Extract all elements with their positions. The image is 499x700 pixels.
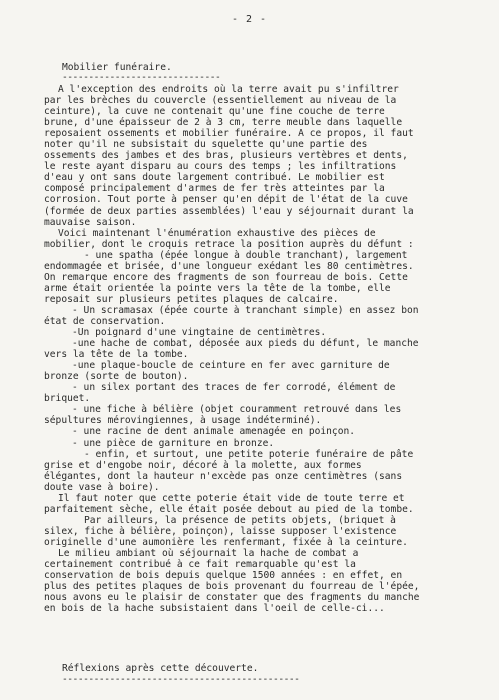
- text-line: élégantes, dont la hauteur n'excède pas onze centimètres (sans: [44, 470, 403, 482]
- text-line: sépultures mérovingiennes, à usage indéterminé).: [44, 415, 322, 427]
- text-line: -Un poignard d'une vingtaine de centimètres.: [72, 327, 327, 339]
- text-line: nous avons eu le plaisir de constater que des fragments du manche: [44, 592, 420, 604]
- text-line: parfaitement sèche, elle était posée debout au pied de la tombe.: [44, 503, 414, 515]
- text-line: par les brèches du couvercle (essentiellement au niveau de la: [44, 95, 397, 107]
- text-line: -une plaque-boucle de ceinture en fer avec garniture de: [72, 360, 390, 372]
- text-line: mobilier, dont le croquis retrace la position auprès du défunt :: [44, 238, 414, 250]
- text-line: noter qu'il ne subsistait du squelette qu'une partie des: [44, 139, 368, 151]
- text-line: état de conservation.: [44, 315, 166, 327]
- text-line: reposait sur plusieurs petites plaques de calcaire.: [44, 293, 339, 305]
- page-number: - 2 -: [231, 14, 268, 25]
- next-section-title: Réflexions après cette découverte.: [62, 663, 259, 674]
- text-line: d'eau y ont sans doute largement contribué. Le mobilier est: [44, 172, 385, 184]
- text-line: ceinture), la cuve ne contenait qu'une fine couche de terre: [44, 106, 385, 118]
- text-line: plus des petites plaques de bois provenant du fourreau de l'épée,: [44, 581, 420, 593]
- section-title: Mobilier funéraire.: [62, 62, 172, 73]
- text-line: - enfin, et surtout, une petite poterie funéraire de pâte: [84, 448, 414, 460]
- text-line: bronze (sorte de bouton).: [44, 371, 189, 383]
- text-line: endommagée et brisée, d'une longueur exédant les 80 centimètres.: [44, 260, 414, 272]
- text-line: mauvaise saison.: [44, 216, 137, 228]
- text-line: Par ailleurs, la présence de petits objets, (briquet à: [84, 514, 396, 526]
- text-line: originelle d'une aumonière les renfermant, fixée à la ceinture.: [44, 536, 408, 548]
- text-line: reposaient ossements et mobilier funéraire. A ce propos, il faut: [44, 128, 414, 140]
- text-line: Voici maintenant l'énumération exhaustive des pièces de: [58, 227, 376, 239]
- text-line: Il faut noter que cette poterie était vide de toute terre et: [58, 492, 405, 504]
- next-section-title-underline: ---------------------------------------------: [62, 674, 300, 685]
- text-line: (formée de deux parties assemblées) l'eau y séjournait durant la: [44, 205, 414, 217]
- text-line: en bois de la hache subsistaient dans l'oeil de celle-ci...: [44, 603, 385, 615]
- section-title-underline: ------------------------------: [62, 72, 221, 83]
- text-line: composé principalement d'armes de fer très atteintes par la: [44, 183, 385, 195]
- text-line: vers la tête de la tombe.: [44, 349, 189, 361]
- body-text: [44, 84, 464, 614]
- text-line: - une spatha (épée longue à double tranchant), largement: [84, 249, 408, 261]
- text-line: - une racine de dent animale amenagée en poinçon.: [72, 426, 356, 438]
- text-line: - un silex portant des traces de fer corrodé, élément de: [72, 382, 396, 394]
- text-line: briquet.: [44, 393, 91, 405]
- text-line: brune, d'une épaisseur de 2 à 3 cm, terre meuble dans laquelle: [44, 117, 403, 129]
- text-line: Le milieu ambiant où séjournait la hache de combat a: [58, 547, 359, 559]
- text-line: certainement contribué à ce fait remarquable qu'est la: [44, 559, 356, 571]
- text-line: -une hache de combat, déposée aux pieds du défunt, le manche: [72, 338, 419, 350]
- text-line: - une fiche à bélière (objet couramment retrouvé dans les: [72, 404, 402, 416]
- text-line: arme était orientée la pointe vers la tête de la tombe, elle: [44, 282, 391, 294]
- text-line: le reste ayant disparu au cours des temps ; les infiltrations: [44, 161, 397, 173]
- text-line: A l'exception des endroits où la terre avait pu s'infiltrer: [58, 84, 399, 95]
- text-line: doute vase à boire).: [44, 481, 160, 493]
- text-line: conservation de bois depuis quelque 1500 années : en effet, en: [44, 570, 403, 582]
- text-line: - une pièce de garniture en bronze.: [72, 437, 275, 449]
- text-line: ossements des jambes et des bras, plusieurs vertèbres et dents,: [44, 150, 408, 162]
- text-line: grise et d'engobe noir, décoré à la molette, aux formes: [44, 459, 362, 471]
- text-line: silex, fiche à bélière, poinçon), laisse supposer l'existence: [44, 525, 397, 537]
- text-line: - Un scramasax (épée courte à tranchant simple) en assez bon: [72, 304, 419, 316]
- text-line: corrosion. Tout porte à penser qu'en dépit de l'état de la cuve: [44, 194, 408, 206]
- text-line: On remarque encore des fragments de son fourreau de bois. Cette: [44, 271, 408, 283]
